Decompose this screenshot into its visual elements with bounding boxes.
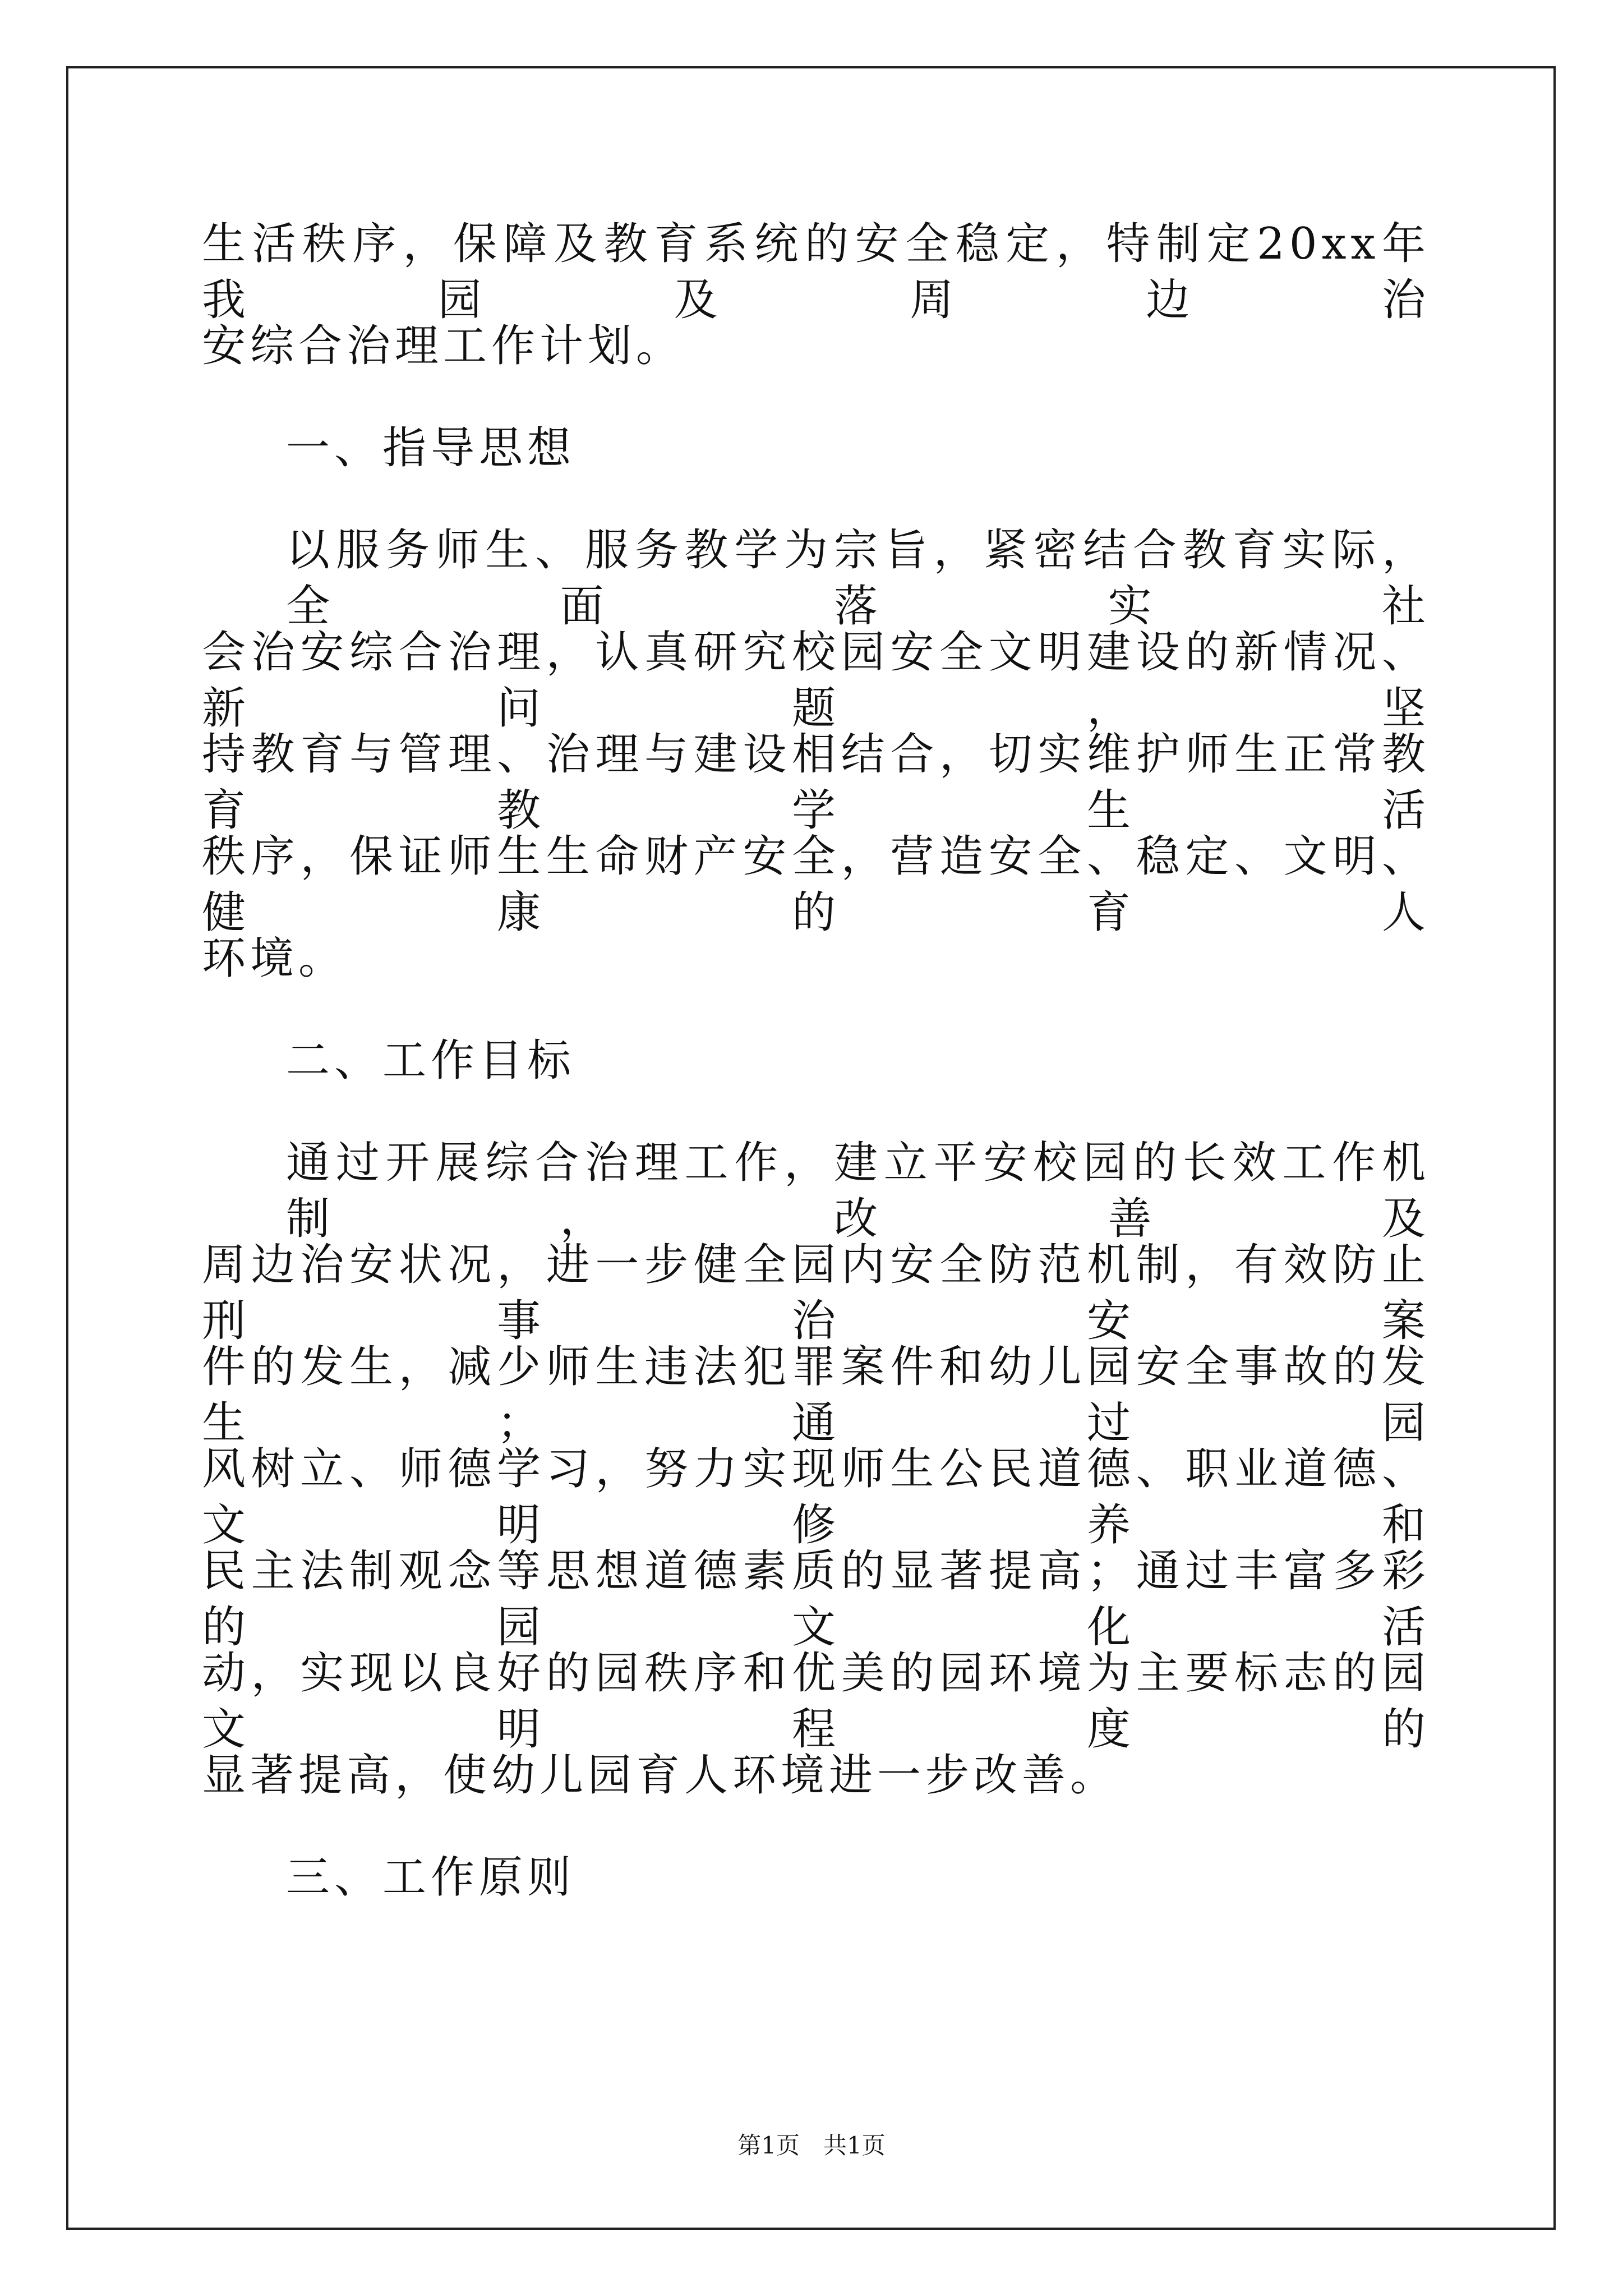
paragraph-line: 环境。 bbox=[202, 933, 347, 984]
paragraph-line: 风树立、师德学习，努力实现师生公民道德、职业道德、文明修养和 bbox=[202, 1444, 1430, 1550]
paragraph-line: 秩序，保证师生生命财产安全，营造安全、稳定、文明、健康的育人 bbox=[202, 831, 1430, 938]
paragraph-line: 会治安综合治理，认真研究校园安全文明建设的新情况、新问题，坚 bbox=[202, 627, 1430, 734]
section-heading-work-principles: 三、工作原则 bbox=[286, 1852, 576, 1903]
paragraph-line: 民主法制观念等思想道德素质的显著提高；通过丰富多彩的园文化活 bbox=[202, 1546, 1430, 1653]
paragraph-line: 件的发生，减少师生违法犯罪案件和幼儿园安全事故的发生；通过园 bbox=[202, 1342, 1430, 1448]
paragraph-line: 持教育与管理、治理与建设相结合，切实维护师生正常教育教学生活 bbox=[202, 729, 1430, 836]
paragraph-line: 周边治安状况，进一步健全园内安全防范机制，有效防止刑事治安案 bbox=[202, 1240, 1430, 1346]
paragraph-line: 以服务师生、服务教学为宗旨，紧密结合教育实际，全面落实社 bbox=[286, 525, 1430, 632]
paragraph-line: 动，实现以良好的园秩序和优美的园环境为主要标志的园文明程度的 bbox=[202, 1648, 1430, 1755]
paragraph-line: 显著提高，使幼儿园育人环境进一步改善。 bbox=[202, 1750, 1119, 1801]
paragraph-line: 安综合治理工作计划。 bbox=[202, 321, 685, 371]
section-heading-work-goals: 二、工作目标 bbox=[286, 1036, 576, 1086]
paragraph-line: 生活秩序，保障及教育系统的安全稳定，特制定20xx年我园及周边治 bbox=[202, 219, 1430, 325]
section-heading-guiding-ideology: 一、指导思想 bbox=[286, 423, 576, 473]
page-number-footer: 第1页 共1页 bbox=[737, 2132, 886, 2159]
paragraph-line: 通过开展综合治理工作，建立平安校园的长效工作机制，改善及 bbox=[286, 1138, 1430, 1244]
